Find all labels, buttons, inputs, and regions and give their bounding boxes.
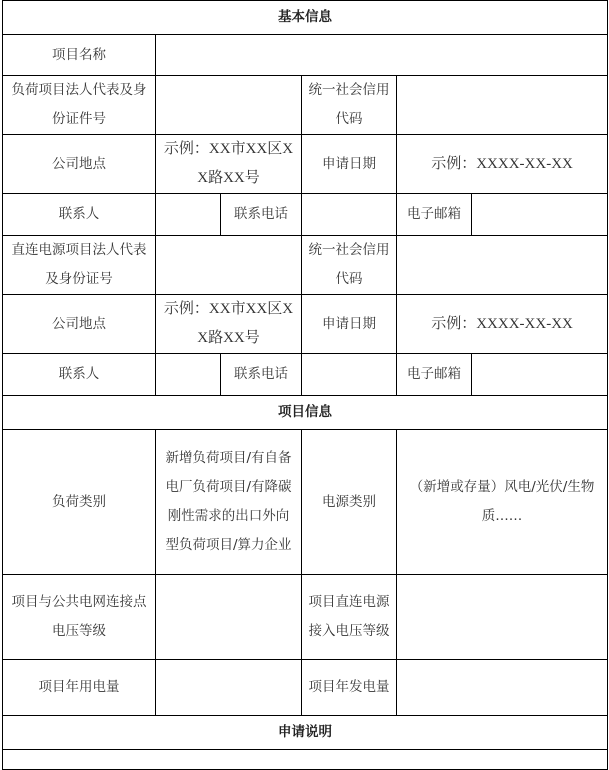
apply-date-field-2[interactable]: 示例：XXXX-XX-XX bbox=[397, 295, 608, 354]
load-rep-label: 负荷项目法人代表及身份证件号 bbox=[3, 76, 156, 135]
power-rep-label: 直连电源项目法人代表及身份证号 bbox=[3, 236, 156, 295]
phone-field-2[interactable] bbox=[302, 354, 397, 396]
section-application: 申请说明 bbox=[3, 716, 608, 750]
apply-date-label-2: 申请日期 bbox=[302, 295, 397, 354]
contact-field-2[interactable] bbox=[156, 354, 221, 396]
project-name-field[interactable] bbox=[156, 35, 608, 76]
apply-date-label: 申请日期 bbox=[302, 135, 397, 194]
section-basic-info: 基本信息 bbox=[3, 1, 608, 35]
company-location-label: 公司地点 bbox=[3, 135, 156, 194]
contact-label: 联系人 bbox=[3, 194, 156, 236]
section-project-info: 项目信息 bbox=[3, 396, 608, 430]
credit-code-field-2[interactable] bbox=[397, 236, 608, 295]
annual-generation-label: 项目年发电量 bbox=[302, 660, 397, 716]
company-location-field-2[interactable]: 示例：XX市XX区XX路XX号 bbox=[156, 295, 302, 354]
company-location-field[interactable]: 示例：XX市XX区XX路XX号 bbox=[156, 135, 302, 194]
annual-generation-field[interactable] bbox=[397, 660, 608, 716]
credit-code-label-2: 统一社会信用代码 bbox=[302, 236, 397, 295]
power-type-label: 电源类别 bbox=[302, 430, 397, 575]
power-rep-field[interactable] bbox=[156, 236, 302, 295]
power-type-field[interactable]: （新增或存量）风电/光伏/生物质…… bbox=[397, 430, 608, 575]
credit-code-field[interactable] bbox=[397, 76, 608, 135]
contact-field[interactable] bbox=[156, 194, 221, 236]
email-field[interactable] bbox=[472, 194, 608, 236]
grid-voltage-field[interactable] bbox=[156, 575, 302, 660]
application-form-table bbox=[2, 0, 608, 770]
phone-label-2: 联系电话 bbox=[221, 354, 302, 396]
company-location-label-2: 公司地点 bbox=[3, 295, 156, 354]
grid-voltage-label: 项目与公共电网连接点电压等级 bbox=[3, 575, 156, 660]
load-type-label: 负荷类别 bbox=[3, 430, 156, 575]
email-label: 电子邮箱 bbox=[397, 194, 472, 236]
apply-date-field[interactable]: 示例：XXXX-XX-XX bbox=[397, 135, 608, 194]
application-field[interactable] bbox=[3, 750, 608, 770]
load-type-field[interactable]: 新增负荷项目/有自备电厂负荷项目/有降碳刚性需求的出口外向型负荷项目/算力企业 bbox=[156, 430, 302, 575]
annual-consumption-field[interactable] bbox=[156, 660, 302, 716]
contact-label-2: 联系人 bbox=[3, 354, 156, 396]
direct-voltage-label: 项目直连电源接入电压等级 bbox=[302, 575, 397, 660]
email-label-2: 电子邮箱 bbox=[397, 354, 472, 396]
annual-consumption-label: 项目年用电量 bbox=[3, 660, 156, 716]
email-field-2[interactable] bbox=[472, 354, 608, 396]
phone-field[interactable] bbox=[302, 194, 397, 236]
phone-label: 联系电话 bbox=[221, 194, 302, 236]
direct-voltage-field[interactable] bbox=[397, 575, 608, 660]
load-rep-field[interactable] bbox=[156, 76, 302, 135]
credit-code-label: 统一社会信用代码 bbox=[302, 76, 397, 135]
project-name-label: 项目名称 bbox=[3, 35, 156, 76]
